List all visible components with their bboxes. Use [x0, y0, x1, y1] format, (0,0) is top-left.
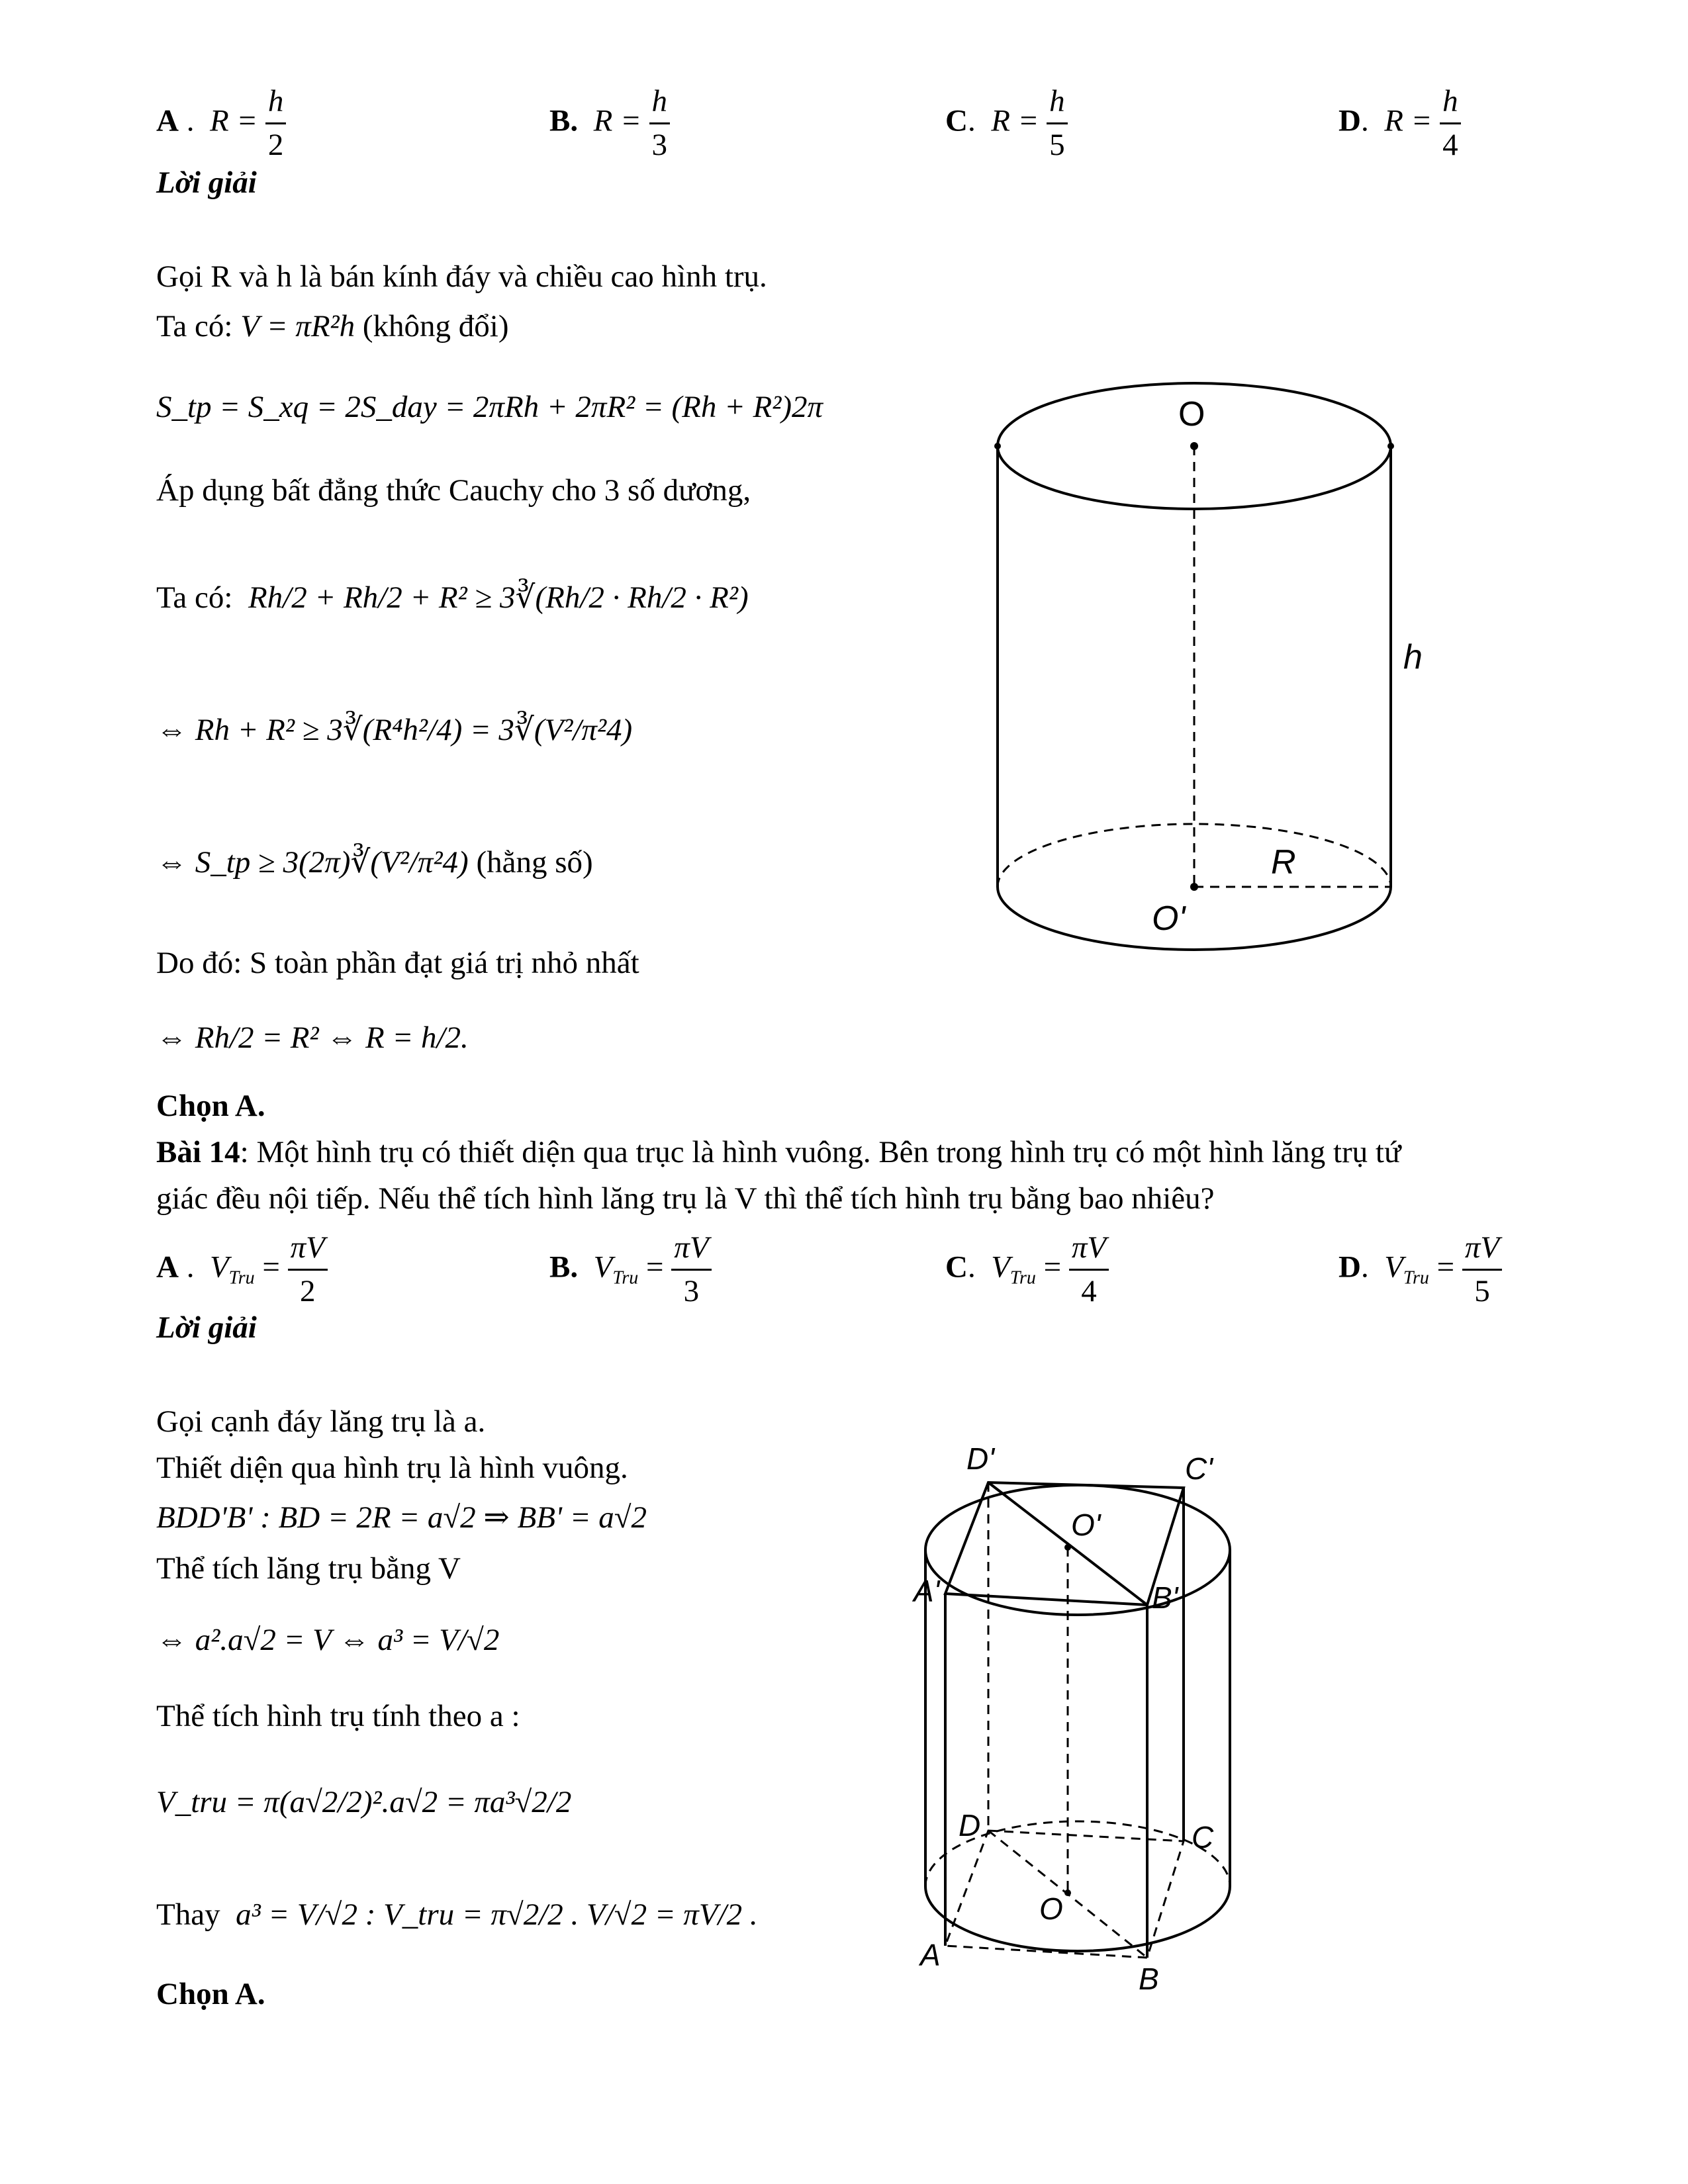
label-r: R: [1271, 843, 1296, 882]
q13-line-2: [156, 311, 509, 342]
q14-text-line-2: giác đều nội tiếp. Nếu thể tích hình lăng trụ là V thì thể tích hình trụ bằng bao nhiêu?: [156, 1181, 1215, 1216]
text: Thay: [156, 1897, 220, 1932]
text: Ta có:: [156, 580, 233, 615]
bottom-center-dot: [1190, 883, 1198, 891]
q14-line-7: V_tru = π(a√2/2)².a√2 = πa³√2/2: [156, 1785, 572, 1819]
formula: a³ = V/√2 : V_tru = π√2/2 . V/√2 = πV/2 .: [236, 1897, 758, 1932]
choice-key: B: [549, 103, 571, 138]
label-a-prime: A': [914, 1574, 940, 1608]
label-d-prime: D': [966, 1441, 995, 1476]
frac-num: h: [1440, 86, 1461, 124]
choice-sub: Tru: [612, 1267, 639, 1289]
question-number: Bài 14: [156, 1135, 240, 1169]
frac-num: πV: [1462, 1232, 1502, 1271]
choice-lhs: V: [1384, 1250, 1403, 1285]
label-c-prime: C': [1185, 1451, 1213, 1486]
q13-line-8: Do đó: S toàn phần đạt giá trị nhỏ nhất: [156, 946, 639, 980]
q13-choice-a: [156, 86, 286, 161]
label-c: C: [1192, 1820, 1214, 1854]
choice-fraction: [1069, 1232, 1109, 1307]
label-a: A: [920, 1938, 941, 1972]
frac-num: h: [1047, 86, 1068, 124]
text: Ta có:: [156, 309, 241, 343]
choice-fraction: [1440, 86, 1461, 161]
label-o-prime: O': [1071, 1508, 1101, 1542]
choice-key: D: [1338, 103, 1361, 138]
choice-lhs: R =: [1384, 103, 1432, 138]
q13-choice-d: [1338, 86, 1461, 161]
q13-line-1: Gọi R và h là bán kính đáy và chiều cao hình trụ.: [156, 259, 767, 294]
choice-key: A: [156, 1250, 179, 1285]
q14-line-5: ⇔ a².a√2 = V ⇔ a³ = V/√2: [156, 1623, 500, 1657]
label-b: B: [1139, 1962, 1159, 1996]
text: (không đổi): [355, 309, 509, 343]
question-text: : Một hình trụ có thiết diện qua trục là hình vuông. Bên trong hình trụ có một hình lăng trụ tứ: [240, 1135, 1401, 1169]
choice-fraction: [1462, 1232, 1502, 1307]
frac-den: 2: [267, 128, 284, 162]
q13-line-9: ⇔ Rh/2 = R² ⇔ R = h/2.: [156, 1021, 469, 1055]
q13-line-4: Áp dụng bất đẳng thức Cauchy cho 3 số dương,: [156, 473, 751, 508]
q14-line-4: Thể tích lăng trụ bằng V: [156, 1551, 461, 1586]
choice-lhs: R =: [209, 103, 258, 138]
q14-line-8: [156, 1899, 758, 1931]
bottom-center-dot: [1064, 1889, 1071, 1896]
choice-fraction: [1047, 86, 1068, 161]
choice-lhs: R =: [991, 103, 1039, 138]
formula: V = πR²h: [240, 309, 355, 343]
top-square: [945, 1482, 1184, 1605]
text: (hằng số): [476, 845, 593, 880]
frac-den: 4: [1442, 128, 1458, 162]
choice-sep: .: [1360, 1250, 1369, 1285]
choice-sep: .: [1360, 103, 1369, 138]
q14-choice-b: B. $V_{Tru}$ = $\frac{\pi V}{3}$: [549, 1232, 712, 1307]
q14-answer: Chọn A.: [156, 1977, 265, 2011]
top-center-dot: [1064, 1544, 1071, 1551]
q13-solution-title: Lời giải: [156, 165, 257, 200]
choice-sub: Tru: [228, 1267, 255, 1289]
q13-line-3: S_tp = S_xq = 2S_day = 2πRh + 2πR² = (Rh + R²)2π: [156, 390, 823, 424]
frac-num: πV: [1069, 1232, 1109, 1271]
choice-fraction: [288, 1232, 328, 1307]
q14-choice-c: C. $V_{Tru}$ = $\frac{\pi V}{4}$: [945, 1232, 1109, 1307]
frac-den: 4: [1081, 1274, 1097, 1308]
frac-den: 2: [300, 1274, 316, 1308]
frac-den: 5: [1049, 128, 1065, 162]
frac-num: h: [265, 86, 287, 124]
q14-line-1: Gọi cạnh đáy lăng trụ là a.: [156, 1404, 486, 1439]
choice-fraction: [265, 86, 287, 161]
q14-line-3: BDD'B' : BD = 2R = a√2 ⇒ BB' = a√2: [156, 1500, 647, 1535]
q14-line-6: Thể tích hình trụ tính theo a :: [156, 1699, 520, 1733]
choice-sub: Tru: [1009, 1267, 1036, 1289]
choice-key: D: [1338, 1250, 1361, 1285]
q14-solution-title: Lời giải: [156, 1310, 257, 1345]
label-o: O: [1039, 1891, 1063, 1926]
choice-sep: .: [570, 1250, 579, 1285]
choice-sep: .: [967, 103, 976, 138]
top-center-dot: [1190, 442, 1198, 450]
right-point: [1387, 443, 1394, 449]
choice-sep: .: [570, 103, 579, 138]
label-b-prime: B': [1152, 1580, 1178, 1615]
frac-num: h: [649, 86, 671, 124]
choice-key: B: [549, 1250, 571, 1285]
q14-line-2: Thiết diện qua hình trụ là hình vuông.: [156, 1451, 628, 1485]
choice-sub: Tru: [1403, 1267, 1429, 1289]
formula: ⇔ S_tp ≥ 3(2π)∛(V²/π²4): [156, 845, 469, 880]
formula: Rh/2 + Rh/2 + R² ≥ 3∛(Rh/2 · Rh/2 · R²): [248, 580, 749, 615]
label-h: h: [1403, 638, 1423, 676]
label-o-prime: O': [1152, 899, 1186, 938]
frac-num: πV: [288, 1232, 328, 1271]
choice-key: C: [945, 1250, 968, 1285]
q13-choice-b: [549, 86, 670, 161]
q13-choice-c: [945, 86, 1068, 161]
choice-lhs: V: [209, 1250, 229, 1285]
prism-cylinder-figure: [900, 1430, 1258, 1999]
choice-lhs: V: [593, 1250, 613, 1285]
cylinder-figure: [953, 357, 1423, 953]
choice-fraction: [649, 86, 671, 161]
choice-key: C: [945, 103, 968, 138]
choice-lhs: R =: [593, 103, 641, 138]
frac-num: πV: [671, 1232, 711, 1271]
frac-den: 5: [1474, 1274, 1490, 1308]
q13-answer: Chọn A.: [156, 1089, 265, 1123]
bottom-front-arc: [925, 1886, 1230, 1951]
choice-fraction: [671, 1232, 711, 1307]
choice-lhs: V: [991, 1250, 1010, 1285]
label-d: D: [959, 1808, 981, 1843]
q14-choice-d: D. $V_{Tru}$ = $\frac{\pi V}{5}$: [1338, 1232, 1502, 1307]
q14-choice-a: A . $V_{Tru}$ = $\frac{\pi V}{2}$: [156, 1232, 328, 1307]
choice-sep: .: [178, 1250, 195, 1285]
choice-sep: .: [967, 1250, 976, 1285]
bottom-front-arc: [998, 887, 1391, 950]
label-o: O: [1178, 395, 1205, 433]
left-point: [994, 443, 1001, 449]
choice-sep: .: [178, 103, 195, 138]
frac-den: 3: [651, 128, 668, 162]
q13-line-5: [156, 582, 749, 614]
q13-line-7: [156, 847, 593, 878]
choice-key: A: [156, 103, 179, 138]
q13-line-6: ⇔ Rh + R² ≥ 3∛(R⁴h²/4) = 3∛(V²/π²4): [156, 713, 633, 747]
q14-text-line-1: [156, 1137, 1401, 1168]
frac-den: 3: [683, 1274, 700, 1308]
